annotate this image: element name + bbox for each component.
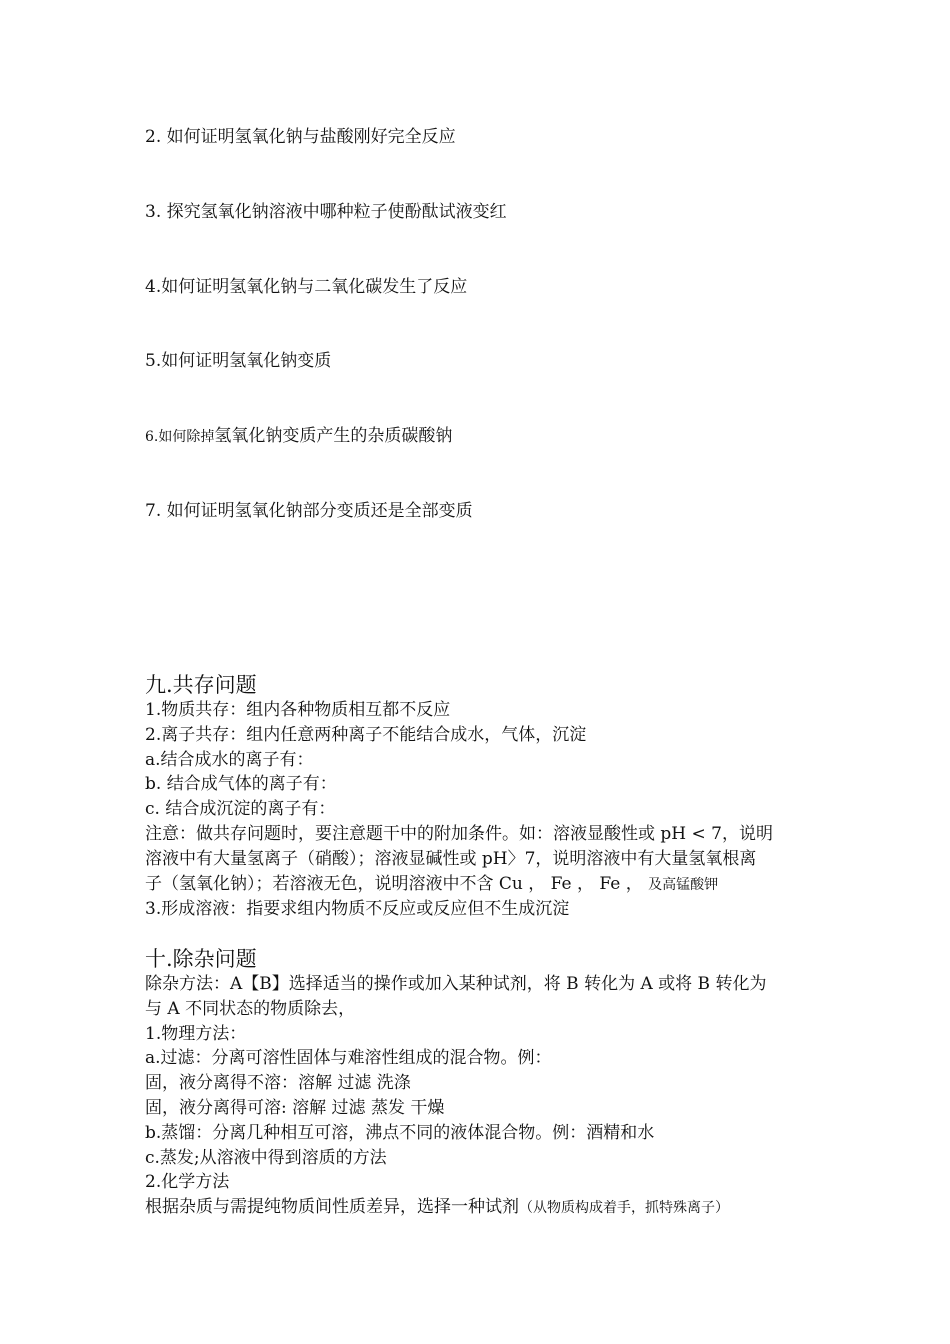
- section-heading-impurity: 十.除杂问题: [145, 947, 257, 971]
- text-main: 根据杂质与需提纯物质间性质差异，选择一种试剂: [145, 1197, 519, 1218]
- question-6-prefix: 6.如何除掉: [145, 429, 215, 445]
- text-line: b.蒸馏：分离几种相互可溶，沸点不同的液体混合物。例：酒精和水: [145, 1122, 655, 1143]
- coexistence-section: [145, 672, 815, 922]
- text-line: 2.离子共存：组内任意两种离子不能结合成水，气体，沉淀: [145, 724, 587, 745]
- text-line: b. 结合成气体的离子有：: [145, 774, 337, 795]
- text-line: 3.形成溶液：指要求组内物质不反应或反应但不生成沉淀: [145, 899, 570, 920]
- text-line: c. 结合成沉淀的离子有：: [145, 799, 336, 820]
- text-line: 固，液分离得可溶: 溶解 过滤 蒸发 干燥: [145, 1097, 445, 1118]
- text-line: 1.物理方法：: [145, 1023, 247, 1044]
- note-line: 注意：做共存问题时，要注意题干中的附加条件。如：溶液显酸性或 pH < 7，说明: [145, 823, 773, 844]
- question-4: 4.如何证明氢氧化钠与二氧化碳发生了反应: [145, 277, 468, 297]
- text-line: a.过滤：分离可溶性固体与难溶性组成的混合物。例：: [145, 1048, 552, 1069]
- note-line: 溶液中有大量氢离子（硝酸）；溶液显碱性或 pH〉7，说明溶液中有大量氢氧根离: [145, 848, 757, 869]
- question-7: 7. 如何证明氢氧化钠部分变质还是全部变质: [145, 501, 473, 521]
- question-6-text: 氢氧化钠变质产生的杂质碳酸钠: [214, 426, 453, 446]
- text-line: 除杂方法：A【B】选择适当的操作或加入某种试剂，将 B 转化为 A 或将 B 转化为: [145, 974, 767, 994]
- question-6: [145, 425, 452, 448]
- question-2: 2. 如何证明氢氧化钠与盐酸刚好完全反应: [145, 127, 456, 147]
- text-line: 与 A 不同状态的物质除去，: [145, 998, 356, 1019]
- note-line: [145, 872, 815, 898]
- question-5: 5.如何证明氢氧化钠变质: [145, 351, 332, 371]
- note-text: 子（氢氧化钠）；若溶液无色，说明溶液中不含 Cu ， Fe ， Fe ，: [145, 873, 643, 894]
- note-small-text: 及高锰酸钾: [648, 876, 719, 893]
- text-line: 固，液分离得不溶：溶解 过滤 洗涤: [145, 1073, 411, 1094]
- text-line: 1.物质共存：组内各种物质相互都不反应: [145, 700, 451, 720]
- text-small: （从物质构成着手，抓特殊离子）: [519, 1200, 729, 1217]
- question-3: 3. 探究氢氧化钠溶液中哪种粒子使酚酞试液变红: [145, 202, 507, 222]
- text-line: c.蒸发;从溶液中得到溶质的方法: [145, 1147, 387, 1168]
- text-line: a.结合成水的离子有：: [145, 749, 314, 770]
- text-line: [145, 1195, 815, 1221]
- text-line: 2.化学方法: [145, 1172, 230, 1193]
- section-heading-coexistence: 九.共存问题: [145, 673, 257, 697]
- impurity-section: [145, 946, 815, 1221]
